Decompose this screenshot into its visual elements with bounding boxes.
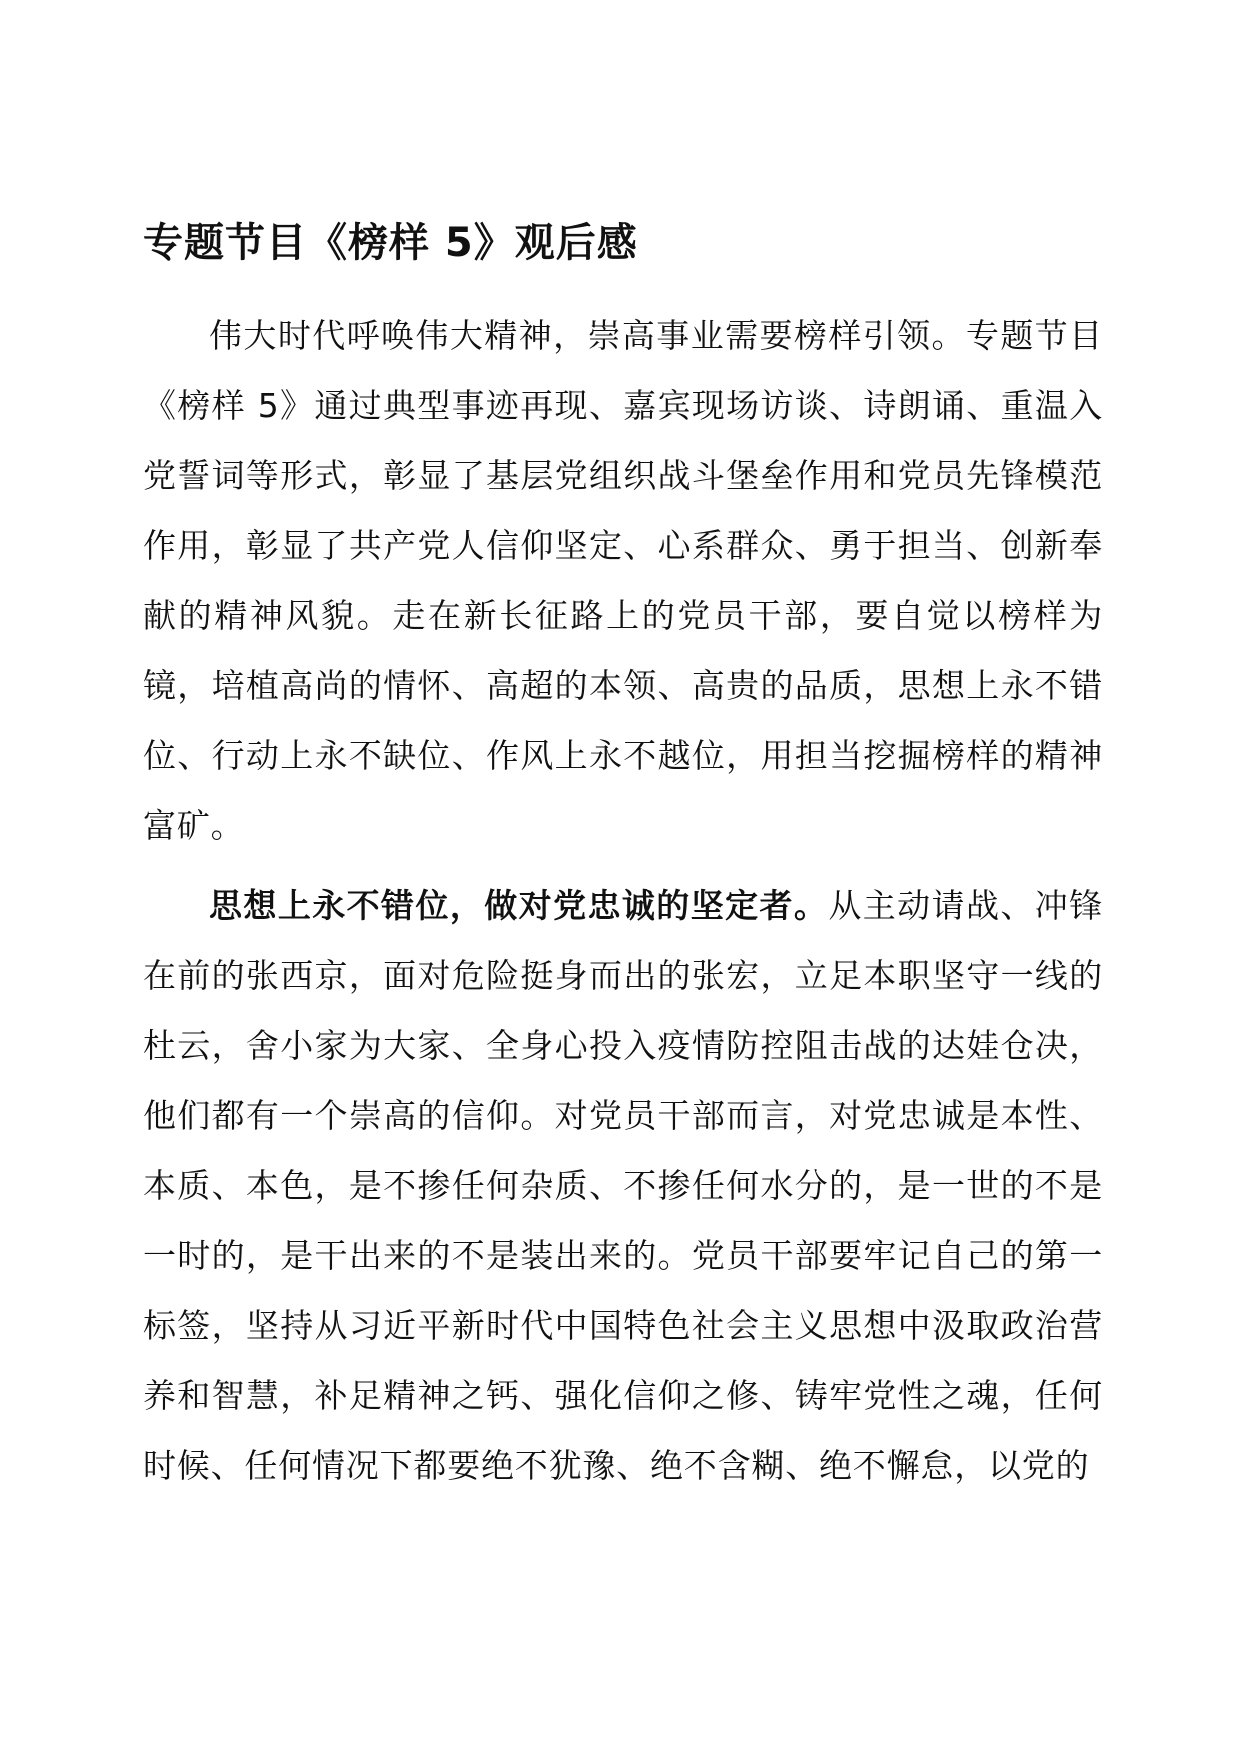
paragraph-intro: 伟大时代呼唤伟大精神，崇高事业需要榜样引领。专题节目《榜样 5》通过典型事迹再现、嘉宾现场访谈、诗朗诵、重温入党誓词等形式，彰显了基层党组织战斗堡垒作用和党员先锋模范作用，彰显了共产党人信仰坚定、心系群众、勇于担当、创新奉献的精神风貌。走在新长征路上的党员干部，要自觉以榜样为镜，培植高尚的情怀、高超的本领、高贵的品质，思想上永不错位、行动上永不缺位、作风上永不越位，用担当挖掘榜样的精神富矿。 — [143, 316, 1103, 845]
paragraph-loyalty — [143, 871, 1103, 1501]
paragraph-loyalty-text: 从主动请战、冲锋在前的张西京，面对危险挺身而出的张宏，立足本职坚守一线的杜云，舍小家为大家、全身心投入疫情防控阻击战的达娃仓决，他们都有一个崇高的信仰。对党员干部而言，对党忠诚是本性、本质、本色，是不掺任何杂质、不掺任何水分的，是一世的不是一时的，是干出来的不是装出来的。党员干部要牢记自己的第一标签，坚持从习近平新时代中国特色社会主义思想中汲取政治营养和智慧，补足精神之钙、强化信仰之修、铸牢党性之魂，任何时候、任何情况下都要绝不犹豫、绝不含糊、绝不懈怠，以党的 — [143, 886, 1103, 1485]
document-body — [143, 215, 1103, 1501]
paragraph-loyalty-heading: 思想上永不错位，做对党忠诚的坚定者。 — [209, 886, 829, 925]
document-title: 专题节目《榜样 5》观后感 — [143, 220, 638, 266]
